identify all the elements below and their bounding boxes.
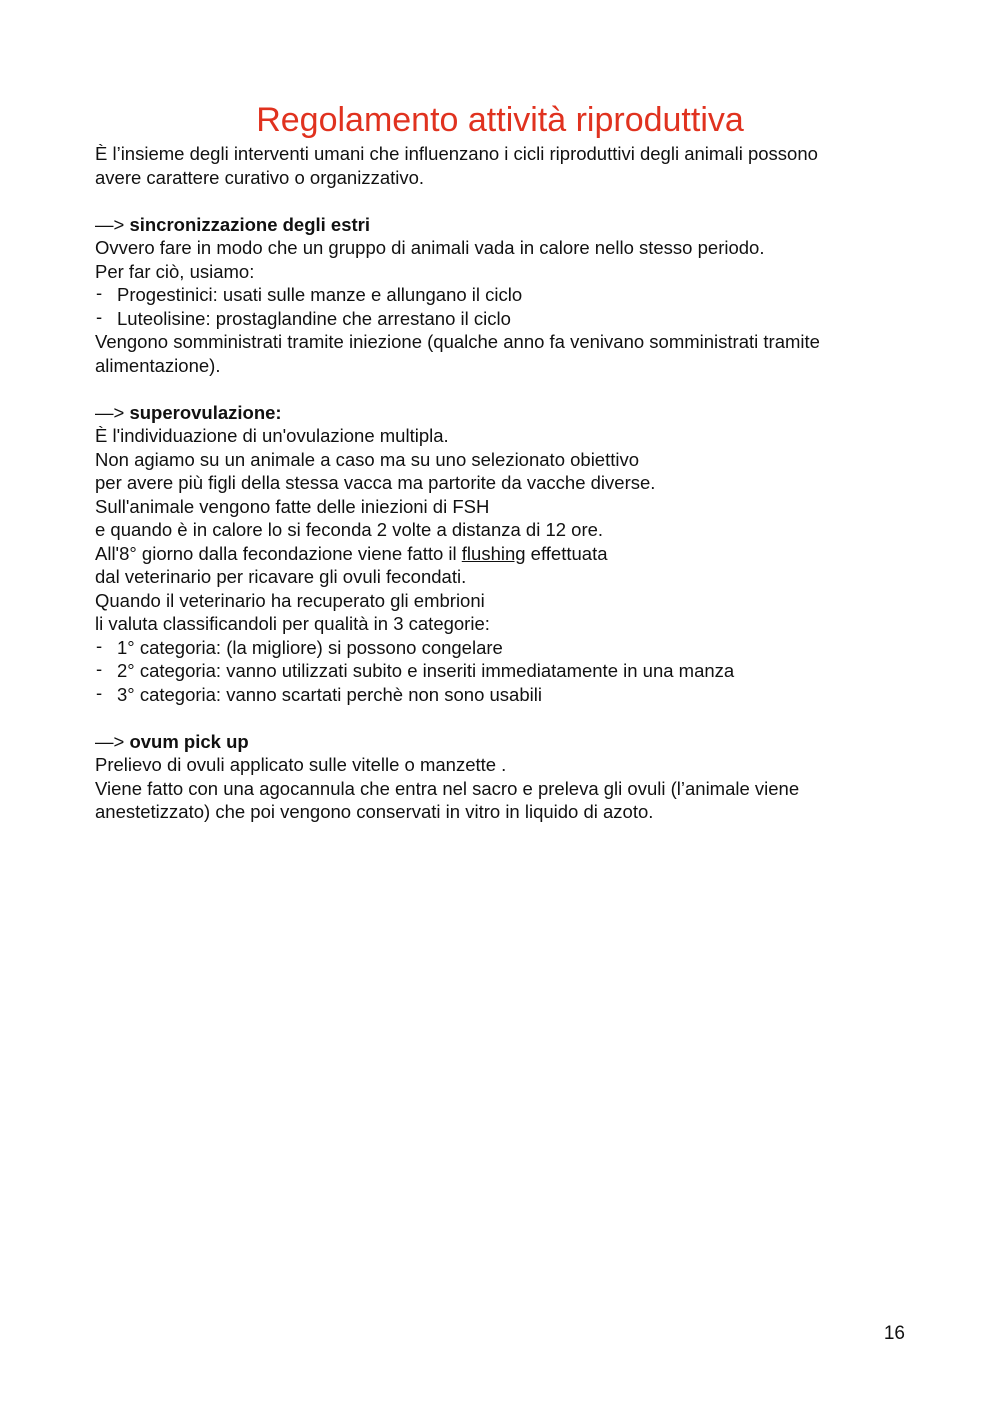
paragraph-line: Vengono somministrati tramite iniezione (qualche anno fa venivano somministrati tramite [95,331,820,352]
paragraph-line: È l'individuazione di un'ovulazione multipla. [95,425,449,446]
list-item-text: Luteolisine: prostaglandine che arrestano il ciclo [117,307,511,329]
paragraph-line: Per far ciò, usiamo: [95,260,255,282]
section-heading [95,401,915,425]
intro-line: È l’insieme degli interventi umani che influenzano i cicli riproduttivi degli animali possono [95,143,818,164]
section-heading [95,213,915,237]
page-number: 16 [883,1323,905,1344]
list-item [95,683,915,707]
bullet-dash: - [96,634,103,656]
paragraph-line: Viene fatto con una agocannula che entra nel sacro e preleva gli ovuli (l’animale viene [95,777,800,799]
document-page [95,98,915,824]
paragraph-line: Ovvero fare in modo che un gruppo di animali vada in calore nello stesso periodo. [95,237,765,258]
flushing-term: flushing [461,542,526,564]
list-item-text: 3° categoria: vanno scartati perchè non sono usabili [117,683,542,705]
list-item-text: 2° categoria: vanno utilizzati subito e inseriti immediatamente in una manza [117,660,735,681]
spacer [95,706,915,730]
spacer [95,189,915,213]
text-run: effettuata [525,542,608,564]
arrow-glyph: —> [95,213,130,235]
paragraph-line: Quando il veterinario ha recuperato gli embrioni [95,589,485,611]
arrow-glyph: —> [95,730,130,752]
bullet-dash: - [96,305,103,327]
spacer [95,377,915,401]
paragraph-line: dal veterinario per ricavare gli ovuli fecondati. [95,566,467,587]
list-item-text: Progestinici: usati sulle manze e allungano il ciclo [117,284,523,305]
paragraph-line: e quando è in calore lo si feconda 2 volte a distanza di 12 ore. [95,519,604,540]
bullet-dash: - [96,658,103,679]
page-title: Regolamento attività riproduttiva [256,101,744,139]
paragraph-line: Prelievo di ovuli applicato sulle vitelle o manzette . [95,754,507,775]
text-run: All'8° giorno dalla fecondazione viene fatto il [95,542,462,564]
paragraph-line [95,542,915,566]
list-item-text: 1° categoria: (la migliore) si possono congelare [117,636,503,658]
section-heading-text: sincronizzazione degli estri [129,213,371,235]
bullet-dash: - [96,282,103,303]
section-heading [95,730,915,754]
section-heading-text: ovum pick up [129,730,249,752]
paragraph-line: Non agiamo su un animale a caso ma su uno selezionato obiettivo [95,448,640,470]
paragraph-line: alimentazione). [95,354,221,376]
paragraph-line: li valuta classificandoli per qualità in 3 categorie: [95,613,490,634]
intro-line: avere carattere curativo o organizzativo. [95,166,425,188]
arrow-glyph: —> [95,401,130,423]
bullet-dash: - [96,681,103,703]
paragraph-line: anestetizzato) che poi vengono conservati in vitro in liquido di azoto. [95,801,654,822]
list-item [95,283,915,307]
paragraph-line: per avere più figli della stessa vacca ma partorite da vacche diverse. [95,472,656,493]
list-item [95,636,915,660]
section-heading-text: superovulazione: [129,401,282,423]
paragraph-line: Sull'animale vengono fatte delle iniezioni di FSH [95,495,490,517]
list-item [95,659,915,683]
list-item [95,307,915,331]
